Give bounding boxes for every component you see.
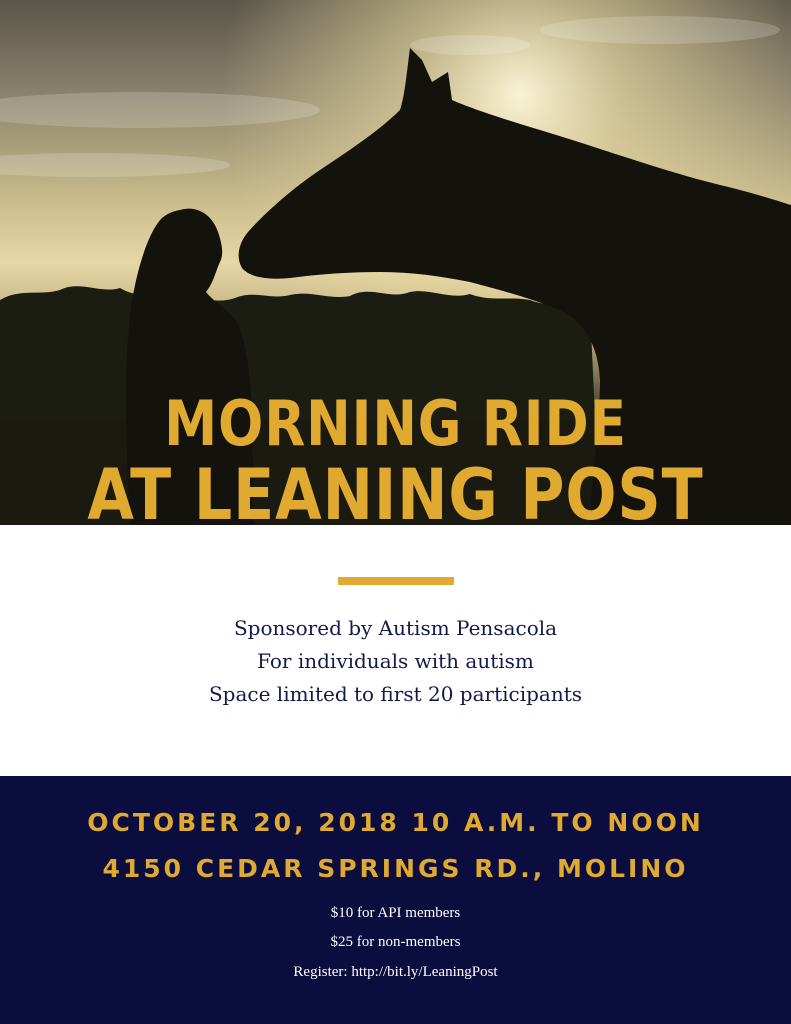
event-address: 4150 CEDAR SPRINGS RD., MOLINO — [102, 854, 689, 883]
event-details — [0, 612, 791, 711]
footer-panel — [0, 776, 791, 1024]
audience-text: For individuals with autism — [257, 649, 534, 673]
sponsor-text: Sponsored by Autism Pensacola — [233, 616, 558, 640]
accent-divider — [338, 577, 454, 585]
price-non-members: $25 for non-members — [330, 934, 461, 950]
price-members: $10 for API members — [330, 905, 461, 921]
capacity-text: Space limited to first 20 participants — [208, 682, 583, 706]
event-title-line-2: AT LEANING POST — [87, 454, 704, 525]
event-title-line-1: MORNING RIDE — [164, 387, 627, 460]
register-link[interactable]: Register: http://bit.ly/LeaningPost — [293, 964, 498, 980]
event-date-time: OCTOBER 20, 2018 10 A.M. TO NOON — [87, 808, 704, 837]
